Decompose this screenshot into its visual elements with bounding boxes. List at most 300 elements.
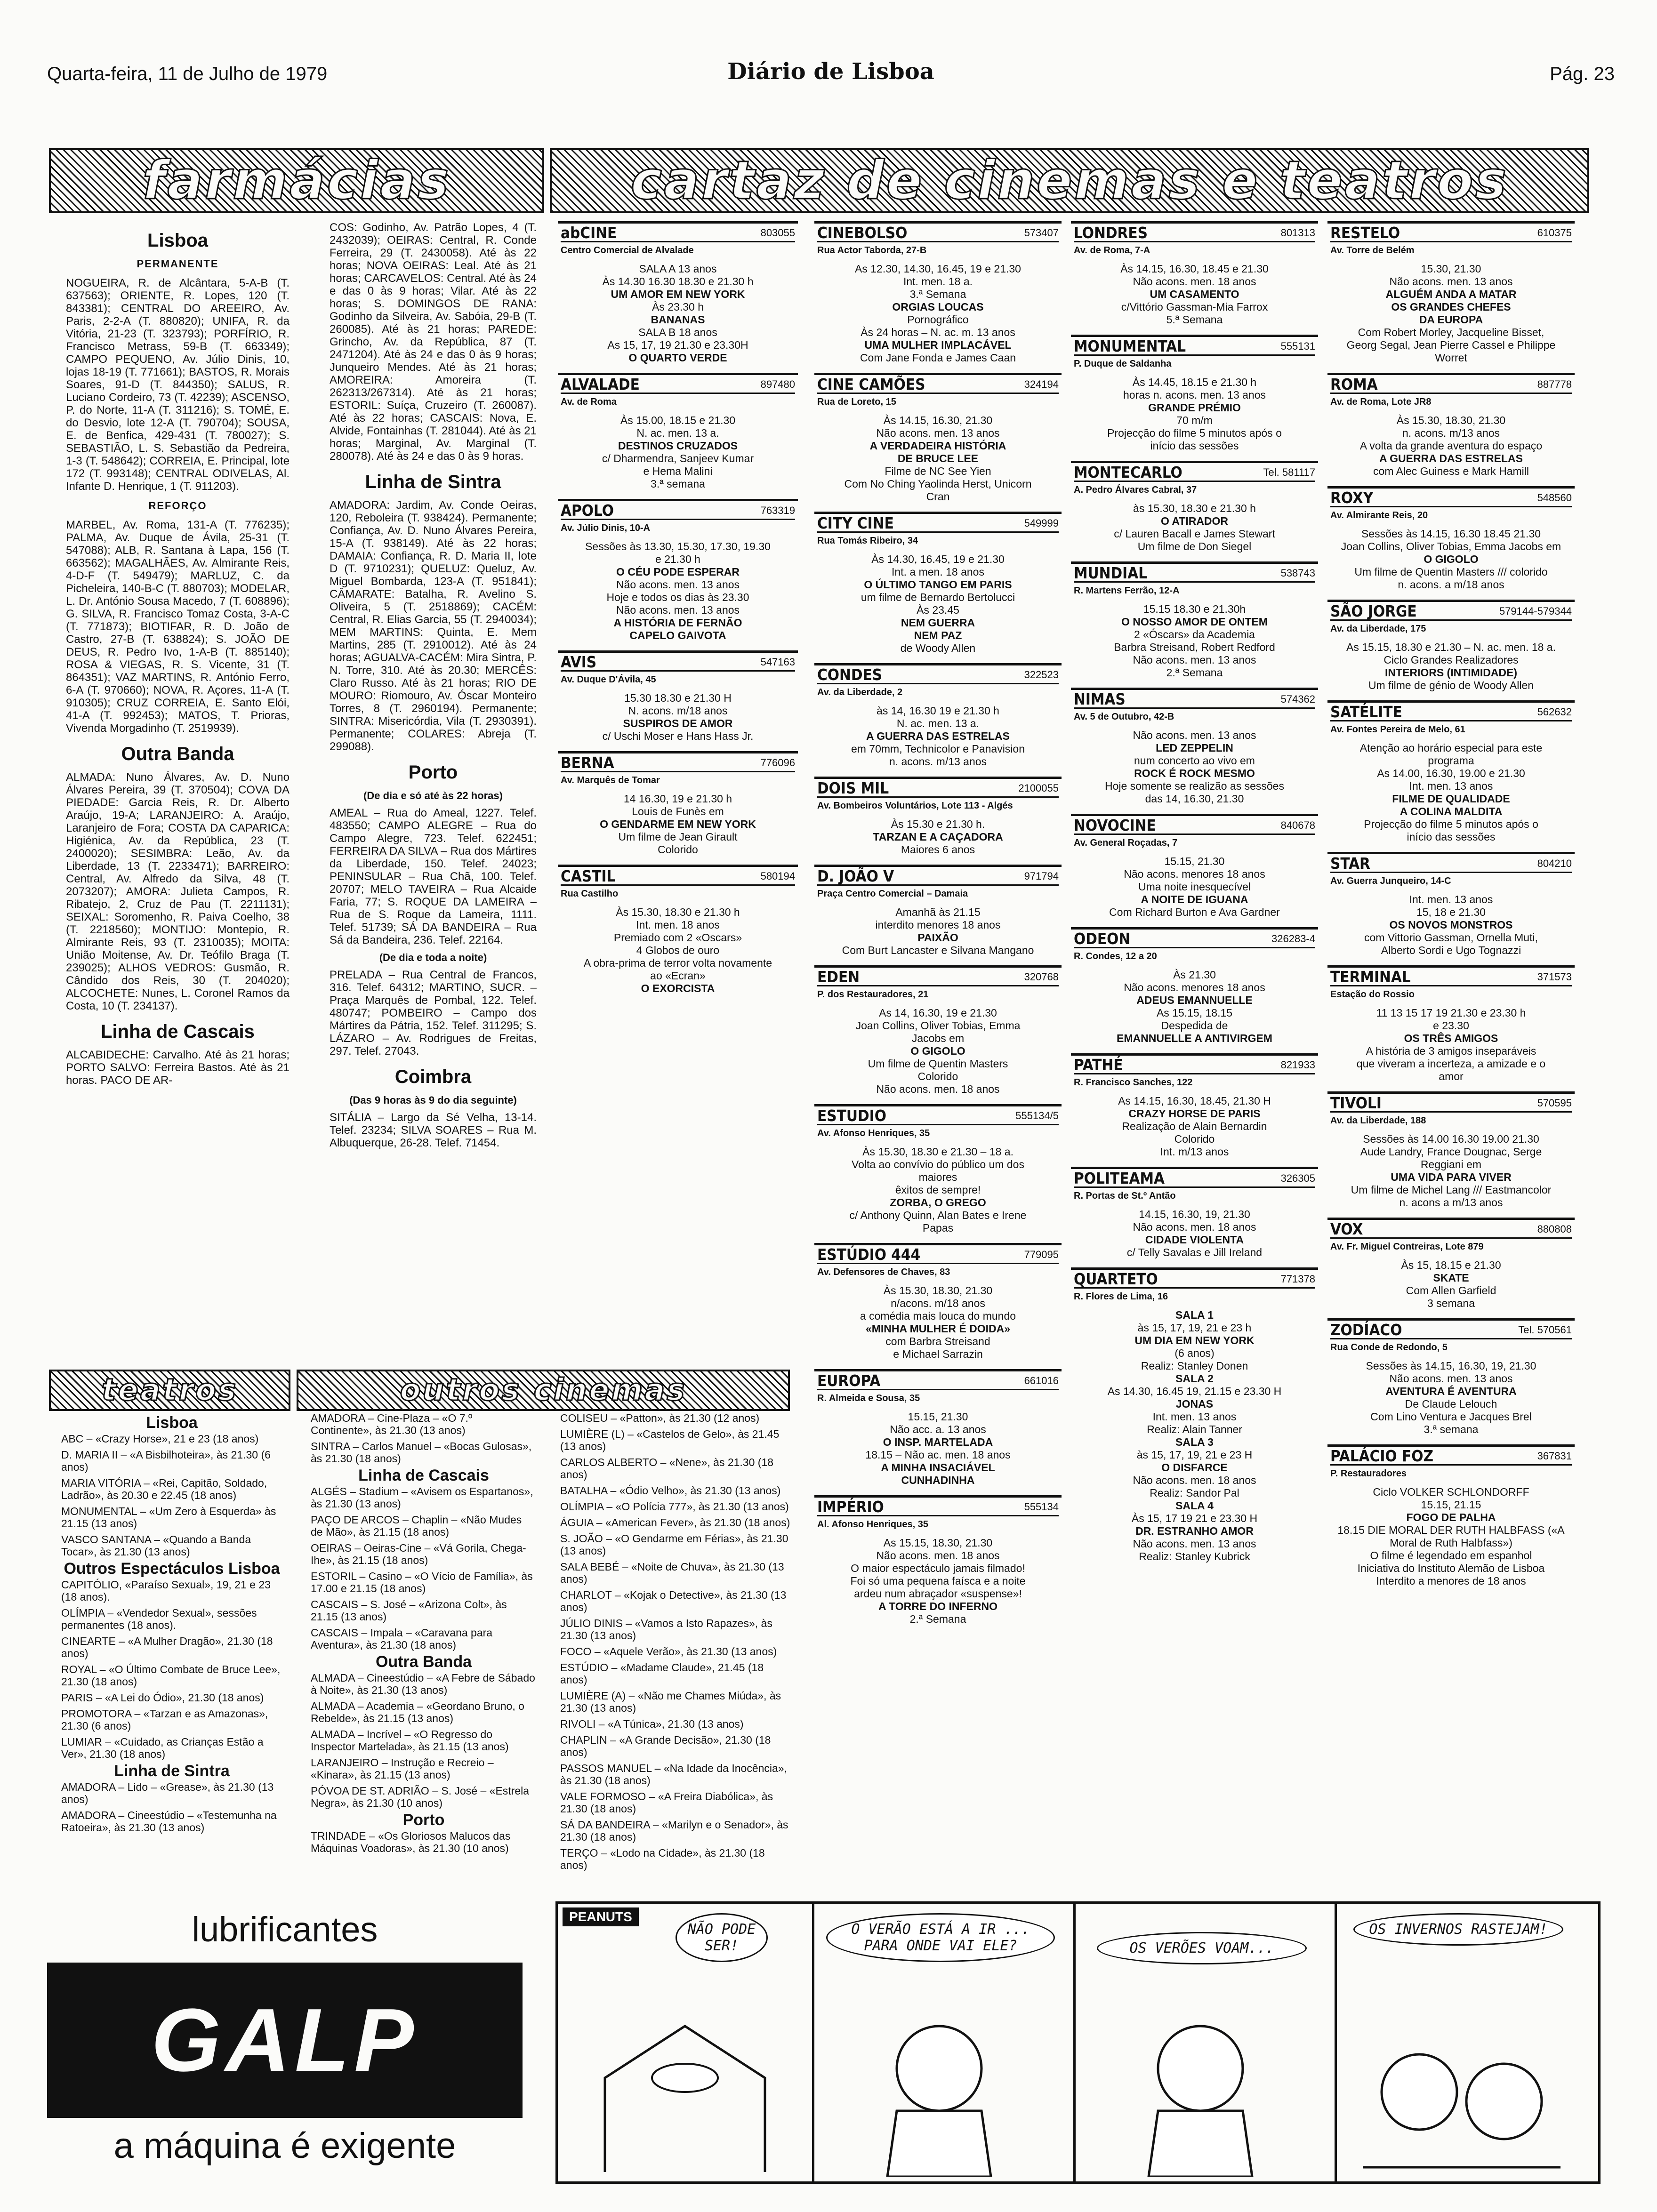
cinema-showing-line: A VERDADEIRA HISTÓRIA (869, 440, 1006, 452)
cinema-phone: 555134 (1024, 1501, 1059, 1513)
cinema-address: Av. Almirante Reis, 20 (1330, 510, 1428, 521)
cinema-phone: 840678 (1280, 819, 1315, 831)
cinema-showing-line: Às 23.30 h (652, 301, 704, 313)
listing-entry: CHARLOT – «Kojak o Detective», às 21.30 (13 anos) (560, 1589, 787, 1613)
cinema-name: CITY CINE (817, 514, 894, 532)
cinema-phone: 821933 (1280, 1059, 1315, 1071)
cinema-showing-line: num concerto ao vivo em (1134, 754, 1255, 767)
cinema-showing-line: As 14.15, 16.30, 18.45, 21.30 H (1118, 1095, 1271, 1107)
cinema-card-pathe (1071, 1053, 1318, 1167)
cinema-card-header (1074, 1058, 1315, 1074)
cinema-card-cinebolso (814, 221, 1062, 373)
cinema-address: Rua Castilho (561, 889, 619, 899)
cinema-showing-line: Louis de Funès em (632, 805, 724, 817)
cinema-showing-line: SALA B 18 anos (638, 326, 717, 338)
cinema-showing-line: Hoje somente se realizão as sessões (1105, 780, 1284, 792)
cinema-showing-line: ardeu num abraçador «suspense»! (854, 1587, 1022, 1600)
cinema-phone: 971794 (1024, 870, 1059, 882)
sintra-list: AMADORA: Jardim, Av. Conde Oeiras, 120, Reboleira (T. 938424). Permanente; Confiança, Av. D. Nuno Álvares Pereira, 15-A (T. 938149). Até às 22 horas; DAMAIA: Confiança, R. D. Maria II, lote D (T. 9710231); QUELUZ: Queluz, Av. Miguel Bombarda, 123-A (T. 951841); CÂMARATE: Batalha, R. Avelino S. Oliveira, 5 (T. 2518869); CACÉM: Central, R. Elias Garcia, 55 (T. 2940034); MEM MARTINS: Quinta, E. Mem Martins, 285 (T. 2910012). Até às 24 horas; AGUALVA-CACÉM: Mira Sintra, P. N. Torre, 310. Até às 20.30; MERCÊS: Claro Russo. Até às 21 horas; RIO DE MOURO: Riomouro, Av. Óscar Monteiro Torres, 8 (T. 2960194). Permanente; SINTRA: Misericórdia, Vila (T. 2930391). Permanente; COLARES: Abreja (T. 299088). (330, 499, 537, 753)
comic-panel-3 (1073, 1904, 1337, 2181)
cinema-name: QUARTETO (1074, 1270, 1158, 1288)
cinema-showing-line: Realiz: Stanley Kubrick (1139, 1550, 1250, 1563)
cinema-address: P. dos Restauradores, 21 (817, 989, 929, 1000)
cinema-showing-line: A GUERRA DAS ESTRELAS (866, 730, 1010, 742)
coimbra-note: (Das 9 horas às 9 do dia seguinte) (349, 1094, 517, 1106)
porto-note-night: (De dia e toda a noite) (379, 952, 487, 963)
listing-entry: ALMADA – Cineestúdio – «A Febre de Sábado à Noite», às 21.30 (13 anos) (311, 1672, 535, 1696)
listing-entry: ROYAL – «O Último Combate de Bruce Lee», 21.30 (18 anos) (61, 1663, 281, 1688)
cinema-showing-line: Não acons. menores 18 anos (1124, 981, 1265, 994)
cinema-showing-line: O ATIRADOR (1160, 515, 1229, 527)
cinema-showing-line: Ciclo VOLKER SCHLONDORFF (1373, 1486, 1529, 1498)
speech-bubble-3: OS VERÕES VOAM... (1097, 1932, 1307, 1964)
listings-banner (550, 148, 1589, 213)
cinema-showing-line: SALA 1 (1175, 1309, 1214, 1321)
cinema-card-eden (814, 965, 1062, 1104)
cinema-address: Av. General Roçadas, 7 (1074, 838, 1178, 848)
cinema-address: Av. Bombeiros Voluntários, Lote 113 - Algés (817, 801, 1013, 811)
cinema-card-header (561, 226, 795, 242)
cinema-showing-line: ORGIAS LOUCAS (892, 301, 984, 313)
cinema-card-header (1330, 705, 1572, 721)
peanuts-comic-strip (555, 1901, 1601, 2184)
cinema-showing-line: GRANDE PRÉMIO (1148, 401, 1241, 414)
cinema-card-londres (1071, 221, 1318, 335)
cinema-showing-line: em 70mm, Technicolor e Panavision (851, 743, 1025, 755)
cinema-name: abCINE (561, 224, 617, 242)
cinema-phone: 804210 (1537, 858, 1572, 869)
cinema-showing-line: 15, 18 e 21.30 (1416, 906, 1486, 918)
cinema-showing-line: JONAS (1175, 1398, 1214, 1410)
cinema-showing-line: AVENTURA É AVENTURA (1385, 1385, 1517, 1397)
cinema-showing-line: As 12.30, 14.30, 16.45, 19 e 21.30 (855, 263, 1021, 275)
cinema-showing-line: TARZAN E A CAÇADORA (873, 831, 1003, 843)
cinema-showing-line: Volta ao convívio do público um dos (852, 1158, 1024, 1170)
cinema-showing-line: A HISTÓRIA DE FERNÃO (613, 617, 742, 629)
cinema-name: ROXY (1330, 489, 1374, 507)
galp-advertisement (47, 1901, 523, 2170)
cinema-showing-line: Realização de Alain Bernardin (1122, 1120, 1267, 1132)
cinema-phone: 549999 (1024, 517, 1059, 529)
cinema-showing-line: início das sessões (1150, 440, 1239, 452)
listing-entry: CINEARTE – «A Mulher Dragão», 21.30 (18 anos) (61, 1635, 273, 1659)
cinema-name: CINEBOLSO (817, 224, 908, 242)
cinema-showing-line: 2.ª Semana (909, 1613, 966, 1625)
cinema-showing-line: (6 anos) (1174, 1347, 1215, 1359)
cinema-showing-line: Despedida de (1161, 1019, 1228, 1032)
listing-entry: VALE FORMOSO – «A Freira Diabólica», às 21.30 (18 anos) (560, 1790, 773, 1815)
cinema-showing-line: As 14.30, 16.45 19, 21.15 e 23.30 H (1107, 1385, 1282, 1397)
cinema-phone: 887778 (1537, 378, 1572, 390)
permanente-label: PERMANENTE (137, 258, 219, 270)
cinema-name: DOIS MIL (817, 779, 889, 797)
cinema-showing-line: c/ Lauren Bacall e James Stewart (1114, 528, 1275, 540)
cinema-showing-line: Alberto Sordi e Ugo Tognazzi (1381, 944, 1521, 956)
speech-bubble-4: OS INVERNOS RASTEJAM! (1353, 1913, 1563, 1946)
theatres-lisboa-items (61, 1433, 282, 1558)
cinema-address: Av. da Liberdade, 188 (1330, 1115, 1426, 1126)
listing-entry: MARIA VITÓRIA – «Rei, Capitão, Soldado, Ladrão», às 20.30 e 22.45 (18 anos) (61, 1477, 267, 1501)
cinema-showing-line: Premiado com 2 «Oscars» (613, 931, 742, 944)
other-cinemas-porto-listing (560, 1412, 791, 1871)
cinema-card-header (817, 970, 1059, 986)
cinema-showing-line: programa (1428, 754, 1474, 767)
cinema-name: CONDES (817, 665, 883, 684)
cinema-card-header (817, 867, 1059, 886)
cinema-card-novocine (1071, 814, 1318, 927)
cinema-name: POLITEAMA (1074, 1169, 1165, 1187)
cinema-showing-line: FOGO DE PALHA (1406, 1511, 1496, 1523)
cinema-showing-line: Não acons. men. 18 anos (876, 1083, 1000, 1095)
cinema-showing-line: OS TRÊS AMIGOS (1404, 1032, 1498, 1044)
listing-entry: ALMADA – Academia – «Geordano Bruno, o Rebelde», às 21.15 (13 anos) (311, 1700, 524, 1724)
listing-entry: AMADORA – Lido – «Grease», às 21.30 (13 anos) (61, 1781, 274, 1805)
pharmacies-banner (49, 148, 544, 213)
cinema-showing-line: ao «Ecran» (650, 970, 706, 982)
cinema-showing-line: Reggiani em (1420, 1158, 1482, 1170)
cinema-name: STAR (1330, 854, 1370, 873)
cinema-showing-line: Com Allen Garfield (1406, 1284, 1496, 1297)
charlie-brown-drawing (1102, 2017, 1299, 2177)
cinema-showing-line: As 14, 16.30, 19 e 21.30 (879, 1007, 997, 1019)
cinema-phone: 897480 (760, 378, 795, 390)
comic-panel-2 (812, 1904, 1076, 2181)
cinema-card-header (817, 226, 1059, 242)
cinema-showing-line: Com Burt Lancaster e Silvana Mangano (842, 944, 1034, 956)
cinema-phone: Tel. 570561 (1518, 1324, 1572, 1336)
listing-entry: TERÇO – «Lodo na Cidade», às 21.30 (18 anos) (560, 1847, 765, 1871)
cinema-showing-line: Um filme de Don Siegel (1137, 540, 1252, 553)
porto-heading: Porto (408, 762, 458, 783)
cinema-showing-line: Às 24 horas – N. ac. m. 13 anos (861, 326, 1015, 338)
cinema-address: Av. da Liberdade, 175 (1330, 624, 1426, 634)
cinema-card-header (1330, 1094, 1572, 1113)
cinema-address: R. Portas de St.º Antão (1074, 1191, 1176, 1201)
cinema-showing-line: Filme de NC See Yien (885, 465, 991, 477)
listing-entry: ÁGUIA – «American Fever», às 21.30 (18 anos) (560, 1516, 790, 1529)
cinema-address: R. Flores de Lima, 16 (1074, 1291, 1168, 1302)
cinema-card-roma (1327, 373, 1575, 486)
cinema-card-header (561, 653, 795, 672)
listing-entry: SALA BEBÉ – «Noite de Chuva», às 21.30 (13 anos) (560, 1561, 784, 1585)
listing-entry: PARIS – «A Lei do Ódio», 21.30 (18 anos) (61, 1691, 264, 1704)
cinema-card-quarteto (1071, 1267, 1318, 1571)
cinema-phone: 801313 (1280, 227, 1315, 239)
cinema-phone: 324194 (1024, 378, 1059, 390)
cinema-showing-line: LED ZEPPELIN (1156, 742, 1233, 754)
cinema-card-europa (814, 1369, 1062, 1495)
listing-entry: CAPITÓLIO, «Paraíso Sexual», 19, 21 e 23 (18 anos). (61, 1579, 271, 1603)
cinema-name: NOVOCINE (1074, 816, 1156, 834)
cinema-showing-line: N. ac. men. 13 a. (636, 427, 719, 439)
listing-entry: BATALHA – «Ódio Velho», às 21.30 (13 anos) (560, 1484, 781, 1497)
listing-entry: SINTRA – Carlos Manuel – «Bocas Gulosas», às 21.30 (18 anos) (311, 1440, 532, 1465)
cinema-card-header (1330, 226, 1572, 242)
theatres-banner-label: teatros (101, 1373, 238, 1408)
cinema-showing-line: Sessões às 13.30, 15.30, 17.30, 19.30 (585, 540, 771, 553)
cinema-phone: 371573 (1537, 971, 1572, 983)
comic-panel-4 (1335, 1904, 1593, 2181)
cinema-address: Estação do Rossio (1330, 989, 1415, 1000)
cinema-showing-line: O GENDARME EM NEW YORK (600, 818, 756, 830)
cinema-card-montecarlo (1071, 461, 1318, 561)
cinema-showing-line: O GIGOLO (1424, 553, 1479, 565)
cinema-showing-line: Georg Segal, Jean Pierre Cassel e Philippe Worret (1346, 339, 1556, 364)
cinema-address: Rua Tomás Ribeiro, 34 (817, 536, 918, 546)
cinema-name: LONDRES (1074, 224, 1148, 242)
cinema-card-header (1330, 1323, 1572, 1339)
cinema-phone: 763319 (760, 505, 795, 516)
listing-entry: JÚLIO DINIS – «Vamos a Isto Rapazes», às 21.30 (13 anos) (560, 1617, 772, 1642)
cinema-showing-line: c/Vittório Gassman-Mia Farrox (1121, 301, 1268, 313)
cinema-showing-line: Projecção do filme 5 minutos após o (1364, 818, 1538, 830)
cinema-showing-line: Não acons. men. 18 anos (1133, 275, 1256, 288)
cinema-address: Av. da Liberdade, 2 (817, 687, 903, 697)
cinema-address: Centro Comercial de Alvalade (561, 245, 694, 256)
cinema-showing-line: Às 14.15, 16.30, 21.30 (883, 414, 993, 426)
cinema-showing-line: Int. men. 13 anos (1152, 1411, 1237, 1423)
cinema-card-header (1074, 816, 1315, 835)
cinema-showing-line: c/ Dharmendra, Sanjeev Kumar (602, 452, 754, 465)
cinema-showing-line: amor (1439, 1070, 1464, 1082)
cinema-showing-line: O QUARTO VERDE (628, 352, 727, 364)
cinema-name: TIVOLI (1330, 1094, 1382, 1112)
cinema-showing-line: Às 15.30, 18.30 e 21.30 h (616, 906, 740, 918)
cinema-showing-line: c/ Uschi Moser e Hans Hass Jr. (602, 730, 754, 742)
ad-logo-band (47, 1963, 523, 2118)
cinema-name: MONTECARLO (1074, 463, 1182, 481)
cinema-phone: 538743 (1280, 567, 1315, 579)
coimbra-heading: Coimbra (394, 1066, 472, 1087)
cinema-address: P. Restauradores (1330, 1468, 1407, 1479)
cinema-showing-line: 70 m/m (1176, 414, 1213, 426)
cinema-showing-line: início das sessões (1407, 831, 1496, 843)
cinema-showing-line: CIDADE VIOLENTA (1145, 1234, 1244, 1246)
cinema-showing-line: Sessões às 14.15, 16.30 18.45 21.30 (1361, 528, 1541, 540)
cinema-name: CASTIL (561, 867, 616, 885)
cinema-card-dois-mil (814, 777, 1062, 865)
cinema-showing-line: ZORBA, O GREGO (890, 1196, 986, 1209)
cinema-showing-line: Às 21.30 (1173, 969, 1216, 981)
cinema-showing-line: Às 14.45, 18.15 e 21.30 h (1132, 376, 1257, 388)
cinema-address: R. Francisco Sanches, 122 (1074, 1077, 1193, 1088)
cinema-card-satelite (1327, 700, 1575, 852)
cinema-showing-line: A MINHA INSACIÁVEL (881, 1461, 995, 1474)
cinema-showing-line: Sessões às 14.00 16.30 19.00 21.30 (1363, 1133, 1539, 1145)
cinema-showing-line: UM AMOR EM NEW YORK (611, 288, 745, 300)
cinema-showing-line: «MINHA MULHER É DOIDA» (865, 1322, 1011, 1335)
cinema-showing-line: Às 15, 17 19 21 e 23.30 H (1131, 1512, 1258, 1524)
cinema-address: Rua Actor Taborda, 27-B (817, 245, 927, 256)
cinema-showing-line: Pornográfico (907, 313, 969, 326)
cinema-showing-line: Às 15.30, 18.30, 21.30 (883, 1284, 993, 1297)
cinema-showing-line: De Claude Lelouch (1405, 1398, 1497, 1410)
cinema-showing-line: Int. men. 18 anos (636, 919, 720, 931)
cinema-card-berna (558, 751, 798, 865)
cinema-showing-line: 3.ª semana (1424, 1423, 1479, 1435)
cinema-address: Rua de Loreto, 15 (817, 397, 896, 407)
cinema-showing-line: As 15.15, 18.30 e 21.30 – N. ac. men. 18 a. (1346, 641, 1556, 653)
cinema-showing-line: UMA VIDA PARA VIVER (1391, 1171, 1512, 1183)
other-shows-items (61, 1579, 282, 1760)
cinema-showing-line: O filme é legendado em espanhol (1370, 1549, 1532, 1562)
cinema-address: Al. Afonso Henriques, 35 (817, 1519, 928, 1530)
cinema-card-header (561, 375, 795, 394)
cinema-card-header (1074, 463, 1315, 482)
cinema-showing-line: Hoje e todos os dias às 23.30 (606, 591, 749, 603)
porto-note-day: (De dia e só até às 22 horas) (363, 790, 503, 801)
cinema-showing-line: Joan Collins, Oliver Tobias, Emma Jacobs em (1341, 540, 1561, 553)
cinema-showing-line: Um filme de génio de Woody Allen (1368, 679, 1534, 691)
porto-list-night: PRELADA – Rua Central de Francos, 316. Telef. 64312; MARTINO, SUCR. – Praça Marquês de Pombal, 122. Telef. 480747; POMBEIRO – Campo dos Mártires da Pátria, 152. Telef. 311295; S. LÁZARO – Av. Rodrigues de Freitas, 297. Telef. 27043. (330, 969, 537, 1058)
cinema-showing-line: BANANAS (651, 313, 705, 326)
cinema-column-1 (558, 221, 798, 1370)
cinema-address: Av. Afonso Henriques, 35 (817, 1128, 930, 1138)
cinema-address: Av. Defensores de Chaves, 83 (817, 1267, 950, 1277)
cinema-phone: 880808 (1537, 1223, 1572, 1235)
porto-list-day: AMEAL – Rua do Ameal, 1227. Telef. 483550; CAMPO ALEGRE – Rua do Campo Alegre, 723. Telef. 622451; FERREIRA DA SILVA – Rua dos Mártires da Liberdade, 150. Telef. 24023; PENINSULAR – Rua Chã, 100. Telef. 20707; MELO TAVEIRA – Rua Alcaide Faria, 77; S. ROQUE DA LAMEIRA – Rua de S. Roque da Lameira, 1111. Telef. 51739; SÁ DA BANDEIRA – Rua Sá da Bandeira, 236. Telef. 22164. (330, 807, 537, 946)
cinema-showing-line: de Woody Allen (900, 642, 976, 654)
permanente-list: NOGUEIRA, R. de Alcântara, 5-A-B (T. 637563); ORIENTE, R. Lopes, 120 (T. 843381); CENTRAL DO AREEIRO, Av. Paris, 2-2-A (T. 880820); UNIFA, R. da Vitória, 21-23 (T. 323793); PORFÍRIO, R. Francisco Metrass, 59-B (T. 663349); CAMPO PEQUENO, Av. Júlio Dinis, 10, lojas 18-19 (T. 771661); BASTOS, R. Morais Soares, 91-D (T. 844350); SALUS, R. Luciano Cordeiro, 73 (T. 42239); ASCENSO, P. do Norte, 11-A (T. 311216); S. TOMÉ, E. do Desvio, lote 12-A (T. 790704); SOUSA, E. de Benfica, 429-431 (T. 780027); S. SEBASTIÃO, L. S. Sebastião da Pedreira, 1-3 (T. 548642); CORREIA, E. Principal, lote 172 (T. 993148); CENTRAL ODIVELAS, Al. Infante D. Henrique, 1 (T. 911203). (66, 277, 290, 493)
cinema-showing-line: Papas (922, 1222, 954, 1234)
cinema-card-header (1330, 1220, 1572, 1239)
cinema-showing-line: às 15, 17, 19, 21 e 23 H (1136, 1449, 1253, 1461)
cinema-showing-line: n. acons. a m/18 anos (1398, 578, 1504, 591)
cinema-showing-line: Int. men. 13 anos (1409, 780, 1493, 792)
theatres-banner (49, 1370, 290, 1411)
linus-character-drawing (840, 2017, 1038, 2177)
cinema-showing-line: Projecção do filme 5 minutos após o (1107, 427, 1282, 439)
cinema-showing-line: As 15, 17, 19 21.30 e 23.30H (607, 339, 748, 351)
speech-bubble-2: O VERÃO ESTÁ A IR ... PARA ONDE VAI ELE? (826, 1913, 1055, 1962)
cinema-showing-line: PAIXÃO (917, 931, 958, 944)
cinema-showing-line: Não acons. men. 18 anos (1133, 1221, 1256, 1233)
cinema-showing-line: Colorido (917, 1070, 958, 1082)
cinema-showing-line: DESTINOS CRUZADOS (618, 440, 738, 452)
pharmacies-banner-label: farmácias (142, 150, 451, 211)
cinema-showing-line: O NOSSO AMOR DE ONTEM (1121, 616, 1268, 628)
cinema-showing-line: Realiz: Alain Tanner (1147, 1423, 1242, 1435)
cinema-card-tivoli (1327, 1091, 1575, 1218)
cinema-phone: 326305 (1280, 1172, 1315, 1184)
cinema-card-sao-jorge (1327, 600, 1575, 700)
cinema-showing-line: ADEUS EMANNUELLE (1136, 994, 1253, 1006)
cinema-showing-line: Não acons. men. 18 anos (1133, 1474, 1256, 1486)
cinema-showing-line: e Hema Malini (643, 465, 713, 477)
listing-entry: ABC – «Crazy Horse», 21 e 23 (18 anos) (61, 1433, 259, 1445)
cinema-showing-line: Colorido (658, 843, 698, 856)
cinema-card-city-cine (814, 512, 1062, 663)
cinema-card-header (1330, 602, 1572, 621)
cinema-name: SATÉLITE (1330, 703, 1402, 721)
listing-entry: LUMIÈRE (A) – «Não me Chames Miúda», às 21.30 (13 anos) (560, 1690, 781, 1714)
other-shows-heading: Outros Espectáculos Lisboa (64, 1560, 280, 1578)
cinema-showing-line: Foi só uma pequena faísca e a noite (850, 1575, 1026, 1587)
cinema-showing-line: Às 14.30, 16.45, 19 e 21.30 (871, 553, 1005, 565)
cinema-showing-line: Às 15.30, 18.30 e 21.30 – 18 a. (862, 1146, 1014, 1158)
cinema-showing-line: N. acons. m/18 anos (628, 705, 728, 717)
cinema-showing-line: 3.ª semana (651, 478, 705, 490)
cinema-showing-line: 14.15, 16.30, 19, 21.30 (1139, 1208, 1250, 1220)
ad-slogan: a máquina é exigente (113, 2126, 456, 2166)
cinema-showing-line: 18.15 DIE MORAL DER RUTH HALBFASS («A Moral de Ruth Halbfass») (1337, 1524, 1565, 1549)
cinema-name: PALÁCIO FOZ (1330, 1447, 1434, 1465)
other-cinemas-list-2 (560, 1412, 791, 1892)
cinema-showing-line: 15.15, 21.30 (908, 1411, 968, 1423)
listing-entry: RIVOLI – «A Túnica», 21.30 (13 anos) (560, 1718, 744, 1730)
cinema-showing-line: 2.ª Semana (1166, 666, 1223, 679)
cinema-phone: 2100055 (1018, 782, 1059, 794)
cinema-showing-line: maiores (918, 1171, 957, 1183)
cinema-card-header (817, 1245, 1059, 1264)
cinema-showing-line: Int. m/13 anos (1160, 1146, 1229, 1158)
cinema-showing-line: um filme de Bernardo Bertolucci (861, 591, 1015, 603)
reforco-label: REFORÇO (148, 500, 207, 512)
listing-entry: AMADORA – Cineestúdio – «Testemunha na Ratoeira», às 21.30 (13 anos) (61, 1809, 277, 1834)
cinema-phone: 661016 (1024, 1375, 1059, 1387)
cinema-showing-line: O GIGOLO (910, 1045, 965, 1057)
listing-entry: ESTÚDIO – «Madame Claude», 21.45 (18 anos) (560, 1661, 764, 1686)
listing-entry: FOCO – «Aquele Verão», às 21.30 (13 anos) (560, 1645, 777, 1658)
reforco-list: MARBEL, Av. Roma, 131-A (T. 776235); PALMA, Av. Duque de Ávila, 25-31 (T. 547088); ALB, R. Santana à Lapa, 156 (T. 663562); MAGALHÃES, Av. Almirante Reis, 4-D-F (T. 549479); MARLUZ, C. da Picheleira, 140-B-C (T. 880703); MODELAR, L. Dr. António Sousa Macedo, 7 (T. 608896); G. SILVA, R. Francisco Tomaz Costa, 3-A-C (T. 771873); BIOTIFAR, R. D. João de Castro, 27-B (T. 638824); S. JOÃO DE DEUS, R. Pedro Ivo, 1-A-B (T. 885140); ROSA & VIEGAS, R. S. Vicente, 31 (T. 864351); VAZ MARTINS, R. António Ferro, 6-A (T. 970660); NOVA, R. Açores, 11-A (T. 910305); CRUZ CORREIA, E. Santo Elói, 41-A (T. 992453); MATOS, T. Prioras, Vivenda Morgadinho (T. 2519939). (66, 519, 290, 735)
snoopy-doghouse-drawing (586, 2007, 784, 2177)
cinema-showing-line: O maior espectáculo jamais filmado! (851, 1562, 1025, 1574)
cinema-card-header (1074, 337, 1315, 356)
cinema-card-apolo (558, 499, 798, 650)
cinema-showing-line: O CÉU PODE ESPERAR (616, 566, 740, 578)
cinema-showing-line: FILME DE QUALIDADE (1392, 793, 1510, 805)
cinema-showing-line: O ÚLTIMO TANGO EM PARIS (864, 578, 1012, 591)
cascais-heading: Linha de Cascais (101, 1021, 255, 1042)
cinema-name: RESTELO (1330, 224, 1400, 242)
cascais-list-continued: COS: Godinho, Av. Patrão Lopes, 4 (T. 2432039); OEIRAS: Central, R. Conde Ferreira, 29 (T. 2430058). Até às 22 horas; NOVA OEIRAS: Leal. Até às 21 horas; CARCAVELOS: Central. Até às 24 e das 0 às 9 horas; Vilar. Até às 22 horas; S. DOMINGOS DE RANA: Godinho da Silveira, Av. Sabóia, 29-B (T. 260085). Até às 21 horas; PAREDE: Grincho, Av. da República, 87 (T. 2471204). Até às 24 e das 0 às 9 horas; Junqueiro Mendes. Até às 21 horas; AMOREIRA: Amoreira (T. 262313/267314). Até às 21 horas; ESTORIL: Suíça, Cruzeiro (T. 260087). Até às 22 horas; CASCAIS: Nova, E. Alvide, Fontainhas (T. 281044). Até às 21 horas; Marginal, Av. Marginal (T. 280078). Até às 24 e das 0 às 9 horas. (330, 221, 537, 463)
cinema-phone: 547163 (760, 656, 795, 668)
cinema-card-avis (558, 650, 798, 751)
cinema-showing-line: As 14.00, 16.30, 19.00 e 21.30 (1377, 767, 1525, 779)
cinema-showing-line: EMANNUELLE A ANTIVIRGEM (1117, 1032, 1272, 1044)
cinema-showing-line: 5.ª Semana (1166, 313, 1223, 326)
cinema-card-star (1327, 852, 1575, 965)
theatres-lisboa-heading: Lisboa (146, 1414, 198, 1432)
cinema-name: ESTUDIO (817, 1106, 886, 1125)
speech-bubble-1: NÃO PODE SER! (676, 1913, 768, 1962)
cinema-showing-line: ROCK É ROCK MESMO (1134, 767, 1255, 779)
cinema-showing-line: UMA MULHER IMPLACÁVEL (864, 339, 1012, 351)
cinema-card-estudio (814, 1104, 1062, 1243)
cinema-address: R. Martens Ferrão, 12-A (1074, 585, 1180, 596)
cinema-phone: 555134/5 (1015, 1110, 1059, 1122)
cinema-showing-line: Não acons. men. 13 anos (1133, 1538, 1256, 1550)
cinema-phone: 779095 (1024, 1249, 1059, 1260)
cinema-showing-line: 15.30, 21.30 (1421, 263, 1481, 275)
cinema-card-header (817, 514, 1059, 533)
cinema-showing-line: Não acons. men. 13 anos (616, 578, 740, 591)
cinema-showing-line: DR. ESTRANHO AMOR (1135, 1525, 1254, 1537)
cinema-address: Av. Fr. Miguel Contreiras, Lote 879 (1330, 1242, 1484, 1252)
listings-banner-label: cartaz de cinemas e teatros (630, 150, 1509, 211)
cinema-showing-line: Um filme de Michel Lang /// Eastmancolor (1351, 1184, 1552, 1196)
cinema-name: VOX (1330, 1220, 1363, 1238)
cinema-address: A. Pedro Álvares Cabral, 37 (1074, 485, 1197, 495)
cinema-phone: 326283-4 (1271, 933, 1315, 945)
cinema-card-estudio-444 (814, 1243, 1062, 1369)
cinema-showing-line: Colorido (1174, 1133, 1215, 1145)
cinema-showing-line: c/ Telly Savalas e Jill Ireland (1126, 1246, 1263, 1258)
cinema-showing-line: O INSP. MARTELADA (883, 1436, 993, 1448)
comic-logo: PEANUTS (563, 1907, 639, 1926)
listing-entry: LUMIÈRE (L) – «Castelos de Gelo», às 21.45 (13 anos) (560, 1428, 780, 1452)
cinema-address: Av. de Roma, 7-A (1074, 245, 1150, 256)
